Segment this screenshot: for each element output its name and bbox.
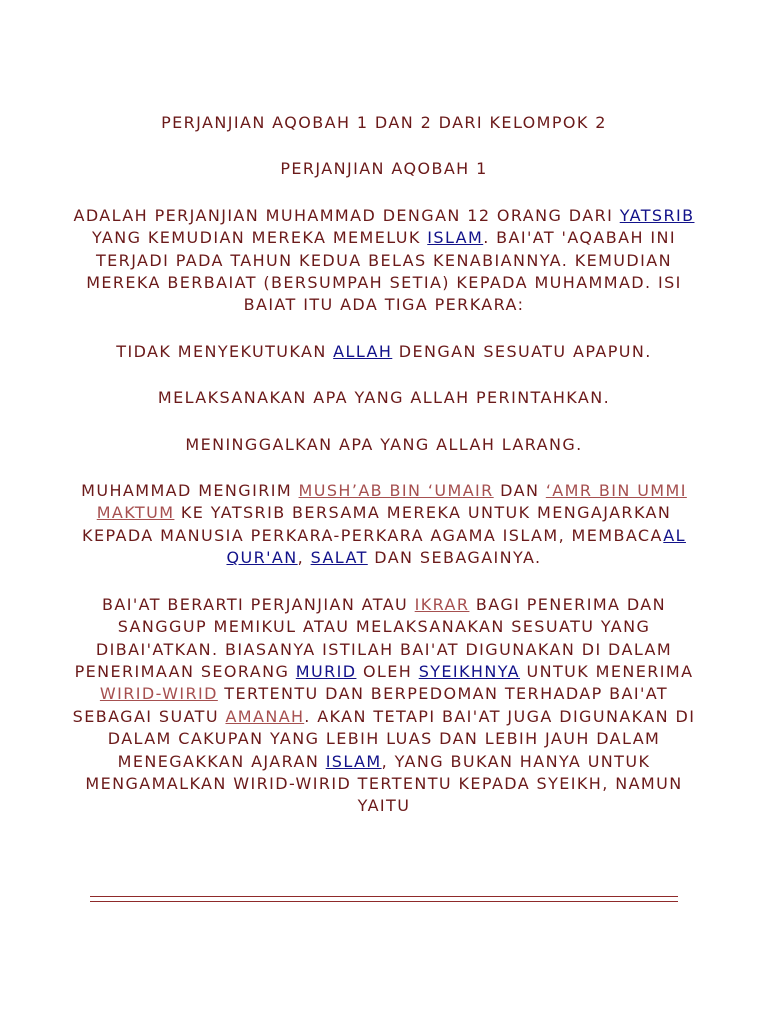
- link-allah[interactable]: ALLAH: [333, 341, 393, 361]
- document-title: PERJANJIAN AQOBAH 1 DAN 2 DARI KELOMPOK 2: [161, 113, 607, 132]
- text-run: TERTENTU DAN BERPEDOMAN TERHADAP BAI'AT SEBAGAI SUATU: [72, 684, 669, 726]
- text-run: DENGAN SESUATU APAPUN.: [392, 341, 652, 361]
- link-syeikhnya[interactable]: SYEIKHNYA: [418, 661, 521, 681]
- link-salat[interactable]: SALAT: [310, 548, 368, 568]
- link-ikrar[interactable]: IKRAR: [414, 594, 470, 614]
- paragraph-intro: [72, 205, 696, 317]
- text-run: BAI'AT BERARTI PERJANJIAN ATAU: [101, 594, 415, 614]
- text-run: DAN: [493, 481, 546, 501]
- link-yatsrib[interactable]: YATSRIB: [619, 205, 695, 225]
- text-run: DAN SEBAGAINYA.: [367, 548, 542, 568]
- text-run: YANG KEMUDIAN MEREKA MEMELUK: [91, 228, 428, 248]
- text-run: BAGI PENERIMA DAN SANGGUP MEMIKUL ATAU MELAKSANAKAN SESUATU YANG DIBAI'ATKAN. BIASANYA ISTILAH BAI'AT DIGUNAKAN DI DALAM PENERIMAAN SEORANG: [74, 594, 673, 681]
- text-run: OLEH: [356, 661, 419, 681]
- text-run: , YANG BUKAN HANYA UNTUK MENGAMALKAN WIRID-WIRID TERTENTU KEPADA SYEIKH, NAMUN YAITU: [85, 751, 683, 816]
- paragraph-point-1: [72, 341, 696, 363]
- text-run: KE YATSRIB BERSAMA MEREKA UNTUK MENGAJARKAN KEPADA MANUSIA PERKARA-PERKARA AGAMA ISLAM, MEMBACA: [82, 503, 672, 545]
- text-run: UNTUK MENERIMA: [520, 661, 694, 681]
- double-horizontal-rule: [90, 896, 678, 902]
- link-mushab-bin-umair[interactable]: MUSH’AB BIN ‘UMAIR: [298, 481, 494, 501]
- link-amanah[interactable]: AMANAH: [225, 706, 305, 726]
- text-run: ,: [297, 548, 311, 568]
- link-al-quran[interactable]: AL QUR'AN: [226, 525, 686, 568]
- section-heading: PERJANJIAN AQOBAH 1: [280, 159, 488, 179]
- link-islam[interactable]: ISLAM: [427, 228, 484, 248]
- text-run: . BAI'AT 'AQABAH INI TERJADI PADA TAHUN KEDUA BELAS KENABIANNYA. KEMUDIAN MEREKA BERBAIAT (BERSUMPAH SETIA) KEPADA MUHAMMAD. ISI BAIAT ITU ADA TIGA PERKARA:: [86, 228, 682, 315]
- text-run: MUHAMMAD MENGIRIM: [81, 481, 299, 501]
- link-amr-bin-ummi-maktum[interactable]: ‘AMR BIN UMMI MAKTUM: [96, 481, 687, 523]
- paragraph-baiat-definition: [72, 594, 696, 818]
- text-run: TIDAK MENYEKUTUKAN: [116, 341, 334, 361]
- link-islam-2[interactable]: ISLAM: [325, 751, 382, 771]
- document-page: [72, 112, 696, 818]
- text-run: . AKAN TETAPI BAI'AT JUGA DIGUNAKAN DI DALAM CAKUPAN YANG LEBIH LUAS DAN LEBIH JAUH DALAM MENEGAKKAN AJARAN: [107, 706, 696, 771]
- paragraph-point-2: MELAKSANAKAN APA YANG ALLAH PERINTAHKAN.: [157, 388, 611, 408]
- paragraph-point-3: MENINGGALKAN APA YANG ALLAH LARANG.: [185, 434, 583, 454]
- link-murid[interactable]: MURID: [295, 661, 357, 681]
- text-run: ADALAH PERJANJIAN MUHAMMAD DENGAN 12 ORANG DARI: [73, 205, 620, 225]
- paragraph-envoys: [72, 480, 696, 570]
- link-wirid-wirid[interactable]: WIRID-WIRID: [99, 684, 218, 704]
